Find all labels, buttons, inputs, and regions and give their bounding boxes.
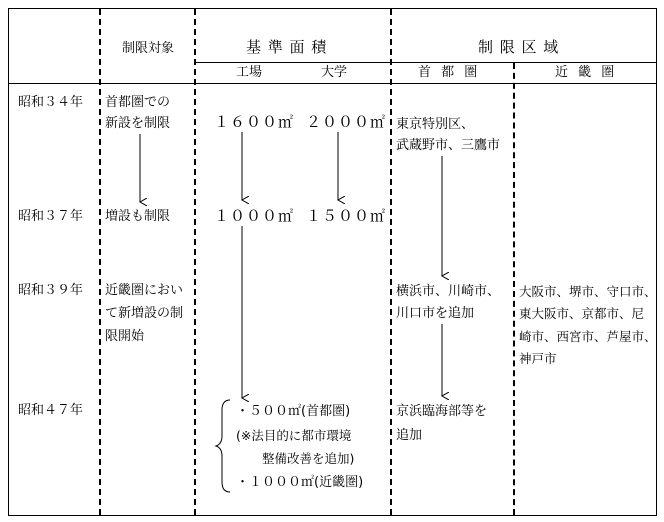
factory-s34: １６００㎡ (214, 113, 295, 131)
area-s47-line3: 整備改善を追加) (262, 451, 355, 466)
university-s34: ２０００㎡ (306, 113, 387, 131)
year-s47: 昭和４７年 (18, 403, 84, 418)
header-shutoken: 首 都 圏 (418, 65, 481, 80)
target-s34-line2: 新設を制限 (105, 116, 171, 131)
year-s39: 昭和３９年 (18, 283, 84, 298)
factory-s37: １０００㎡ (214, 207, 295, 225)
header-area: 基 準 面 積 (246, 38, 328, 56)
shutoken-s47-line1: 京浜臨海部等を (396, 404, 488, 419)
shutoken-s34-line2: 武蔵野市、三鷹市 (396, 138, 501, 153)
header-region: 制 限 区 域 (478, 38, 560, 56)
shutoken-s39-line2: 川口市を追加 (396, 306, 475, 321)
year-s37: 昭和３７年 (18, 209, 84, 224)
area-s47-line4: ・１０００㎡(近畿圏) (236, 475, 364, 490)
shutoken-s47-line2: 追加 (396, 428, 423, 443)
kinki-s39-line2: 東大阪市、京都市、尼 (519, 306, 645, 321)
kinki-s39-line4: 神戸市 (519, 351, 557, 366)
shutoken-s39-line1: 横浜市、川崎市、 (396, 284, 501, 299)
area-s47-line2: (※法目的に都市環境 (236, 428, 352, 443)
header-factory: 工場 (236, 65, 263, 80)
header-target: 制限対象 (122, 41, 175, 56)
target-s39-line2: て新増設の制 (105, 306, 184, 321)
shutoken-s34-line1: 東京特別区、 (396, 117, 475, 132)
header-kinki: 近 畿 圏 (555, 65, 618, 80)
kinki-s39-line1: 大阪市、堺市、守口市、 (519, 284, 657, 299)
kinki-s39-line3: 崎市、西宮市、芦屋市、 (519, 329, 657, 344)
year-s34: 昭和３４年 (18, 95, 84, 110)
target-s34-line1: 首都圏での (105, 95, 171, 110)
university-s37: １５００㎡ (306, 207, 387, 225)
target-s37-line1: 増設も制限 (105, 209, 171, 224)
target-s39-line3: 限開始 (105, 329, 145, 344)
area-s47-line1: ・５００㎡(首都圏) (236, 404, 351, 419)
area-brace (216, 400, 230, 492)
header-university: 大学 (321, 65, 348, 80)
target-s39-line1: 近畿圏におい (105, 283, 184, 298)
